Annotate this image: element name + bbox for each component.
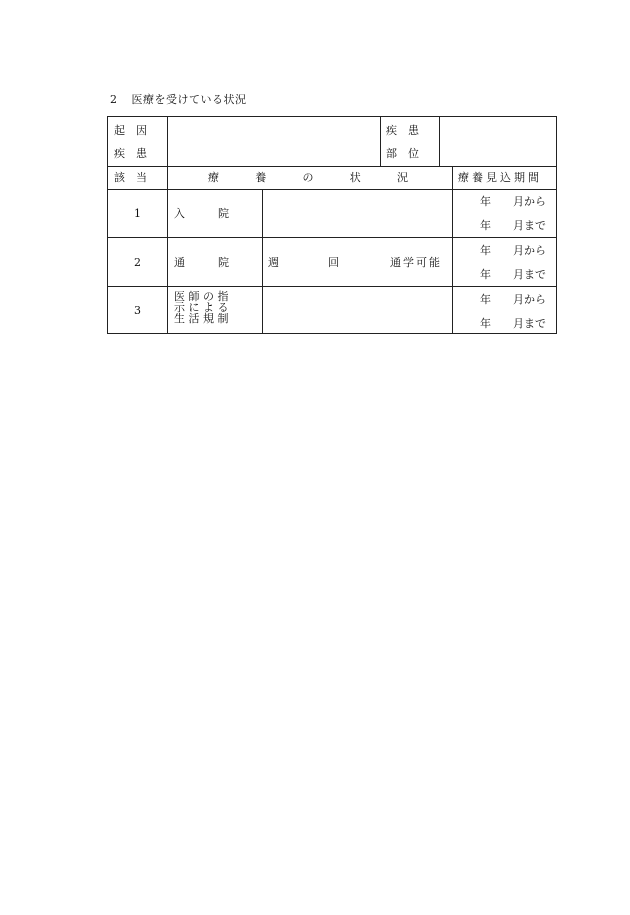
row-2-number: 2 xyxy=(134,256,141,269)
row-3-type: 医 師 の 指 示 に よ る 生 活 規 制 xyxy=(174,290,229,325)
section-heading xyxy=(110,91,247,107)
row-2-type: 通 院 xyxy=(174,256,229,269)
care-status-header: 療 養 の 状 況 xyxy=(208,171,408,184)
section-number: 2 xyxy=(110,93,118,106)
row-1-from[interactable]: 年 月から xyxy=(480,195,546,208)
row-2-times: 回 xyxy=(328,256,339,269)
expected-period-header: 療養見込期間 xyxy=(458,171,542,184)
row-3-to[interactable]: 年 月まで xyxy=(480,317,546,330)
cause-label-1: 起 因 xyxy=(114,124,147,137)
row-2-to[interactable]: 年 月まで xyxy=(480,268,546,281)
section-title: 医療を受けている状況 xyxy=(131,93,247,106)
row-3-number: 3 xyxy=(134,304,141,317)
row-2-school-ok: 通学可能 xyxy=(390,256,442,269)
row-1-to[interactable]: 年 月まで xyxy=(480,219,546,232)
site-label-2: 部 位 xyxy=(386,147,419,160)
row-3-from[interactable]: 年 月から xyxy=(480,293,546,306)
row-2-from[interactable]: 年 月から xyxy=(480,244,546,257)
cause-label-2: 疾 患 xyxy=(114,147,147,160)
row-1-type: 入 院 xyxy=(174,207,229,220)
medical-status-table xyxy=(107,116,557,334)
row-1-number: 1 xyxy=(134,207,141,220)
site-label-1: 疾 患 xyxy=(386,124,419,137)
applicable-header: 該 当 xyxy=(114,171,147,184)
row-2-week: 週 xyxy=(268,256,279,269)
